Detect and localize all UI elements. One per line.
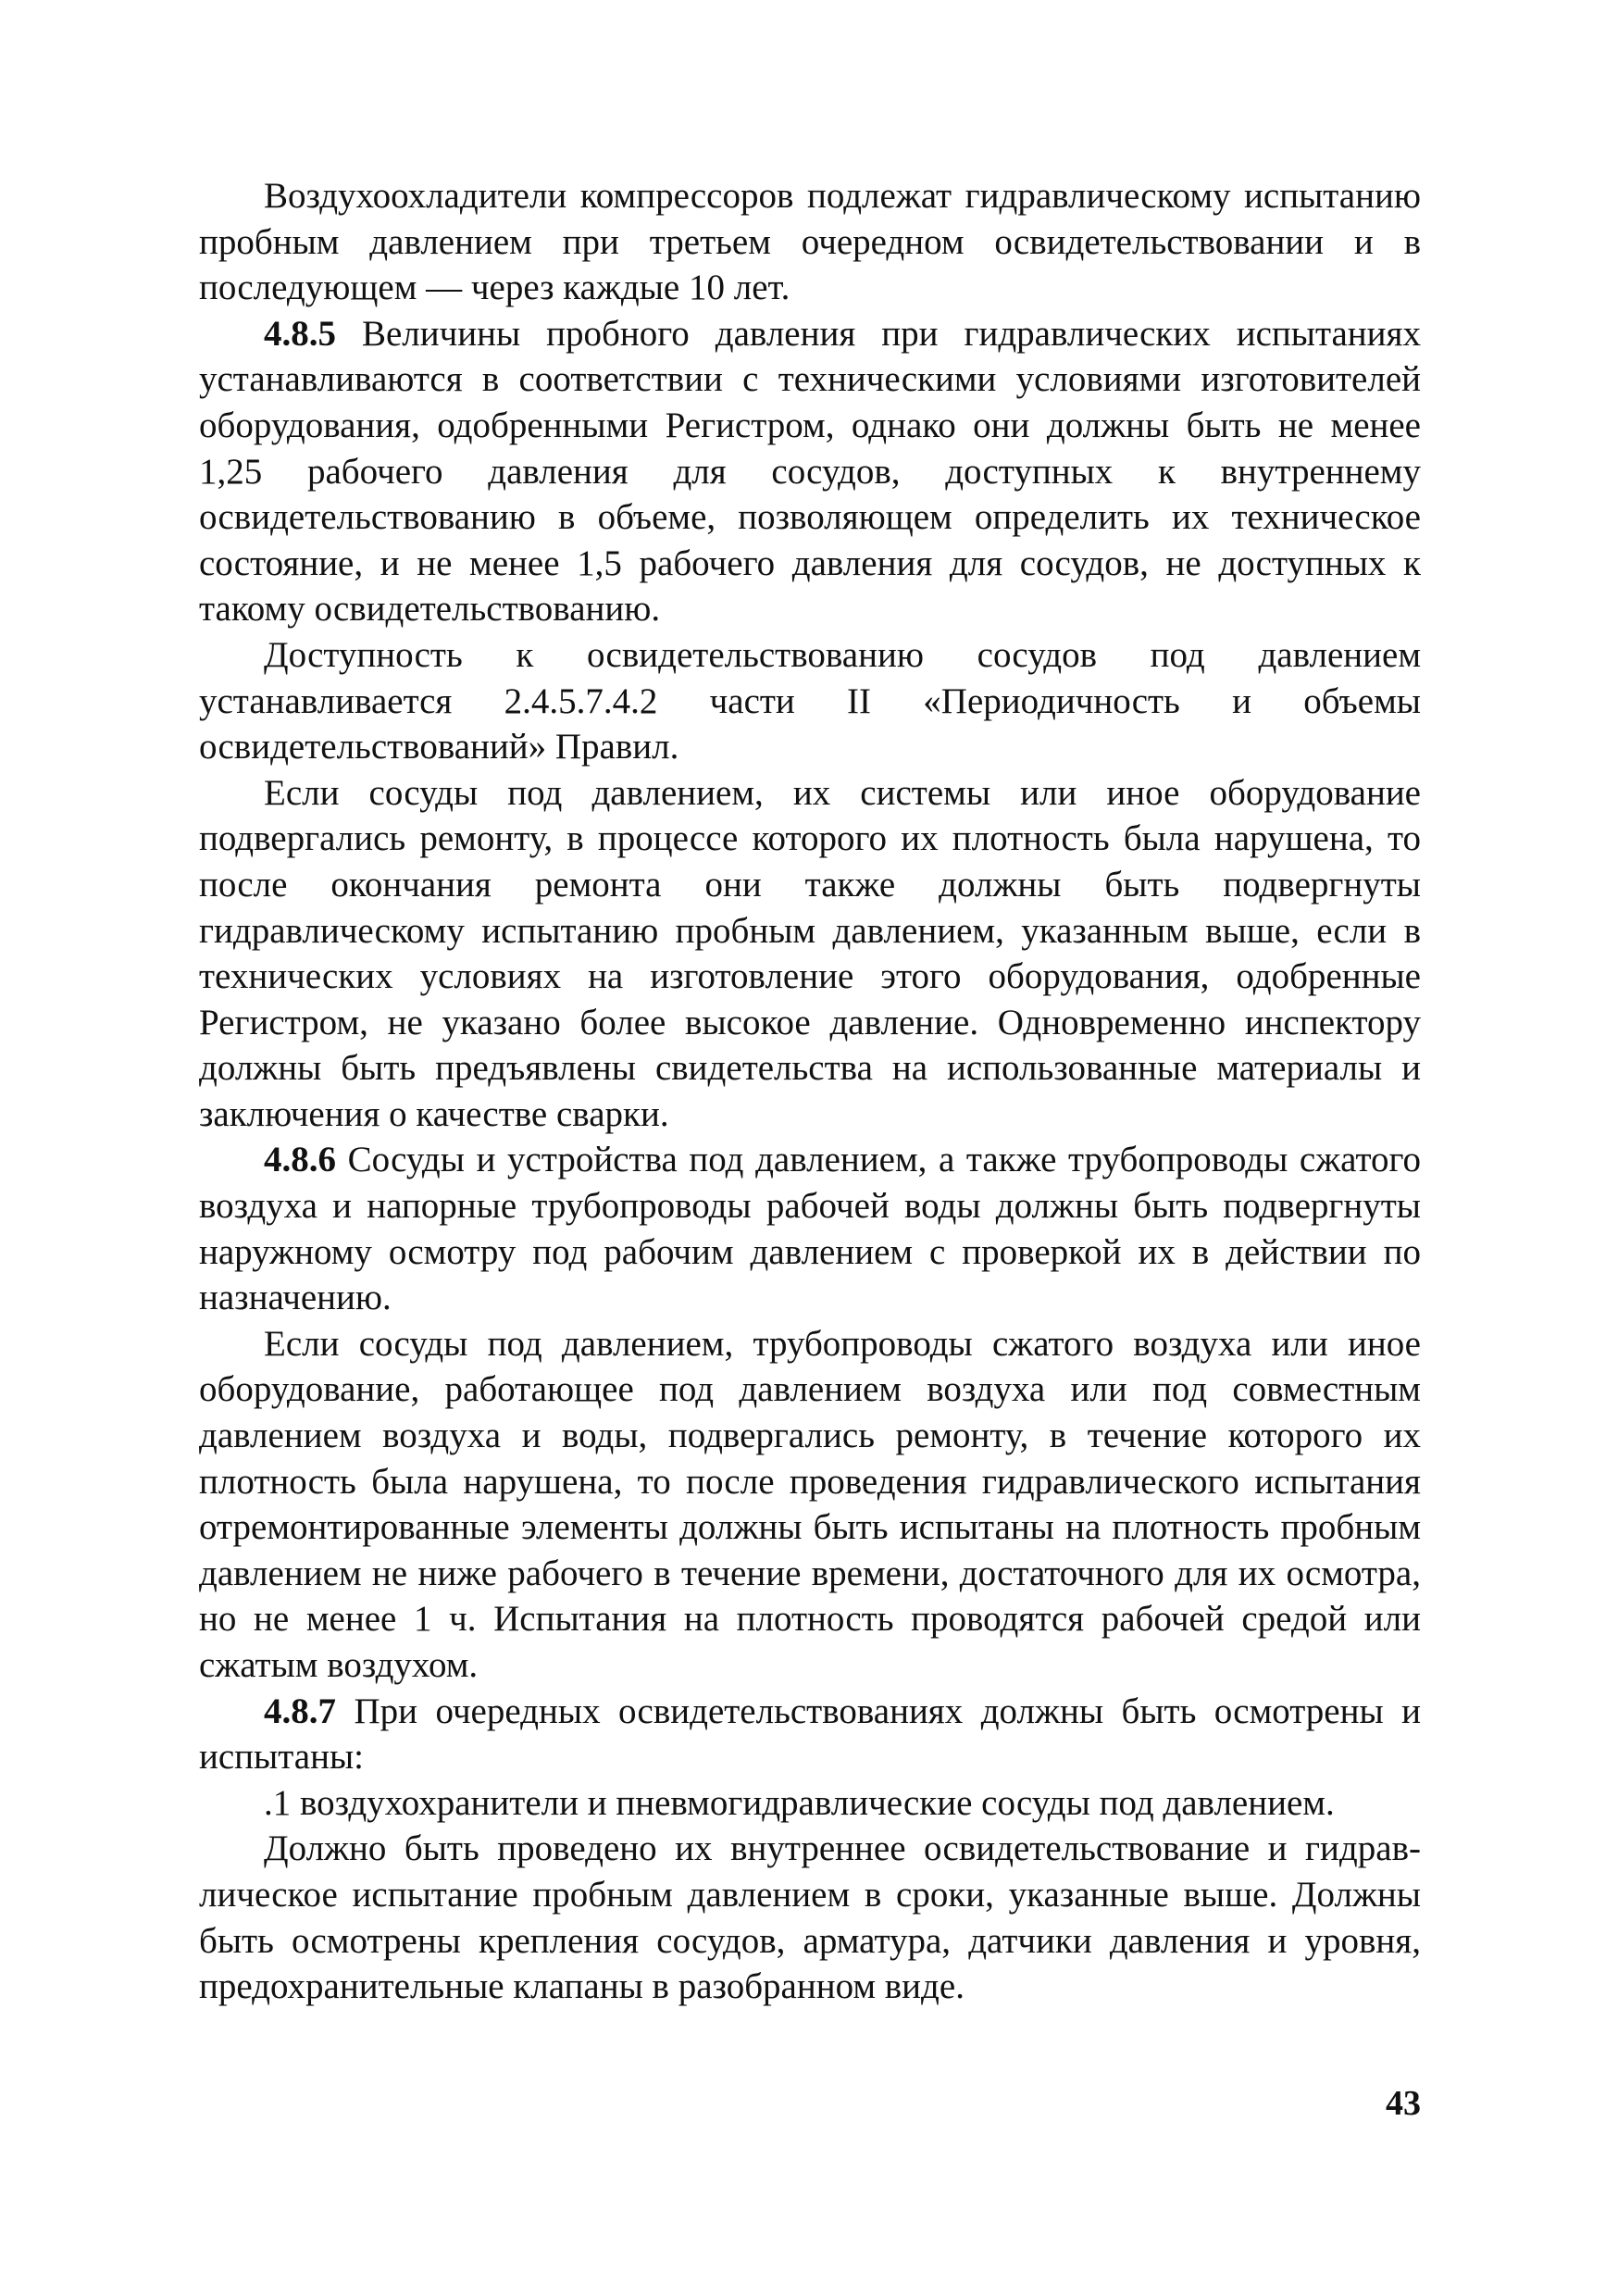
paragraph xyxy=(199,770,1421,1138)
paragraph xyxy=(199,1689,1421,1780)
paragraph xyxy=(199,1780,1421,1827)
section-number: 4.8.5 xyxy=(264,313,336,354)
paragraph xyxy=(199,311,1421,632)
paragraph xyxy=(199,173,1421,311)
body-text xyxy=(199,173,1421,2010)
paragraph-text: .1 воздухохранители и пневмогидравлические сосуды под давлением. xyxy=(264,1782,1335,1823)
paragraph xyxy=(199,632,1421,770)
paragraph-text: Воздухоохладители компрессоров подлежат гидравлическому испытанию пробным давлением при третьем очередном освидетельствовании и в последующем — через каждые 10 лет. xyxy=(199,176,1421,308)
section-number: 4.8.6 xyxy=(264,1140,336,1180)
paragraph-text: Если сосуды под давлением, их системы или иное оборудование подвергались ремонту, в процессе которого их плотность была нарушена, то после окончания ремонта они также должны быть подвергнуты гидравлическому испытанию пробным давлением, указанным выше, если в технических условиях на изготовление этого оборудования, одобренные Регистром, не указано более высокое давление. Одновременно инспектору должны быть предъявлены свидетельства на использованные материалы и заключения о качестве сварки. xyxy=(199,772,1421,1134)
paragraph xyxy=(199,1826,1421,2009)
paragraph-text: При очередных освидетельствованиях должны быть осмотрены и испытаны: xyxy=(199,1691,1421,1778)
paragraph xyxy=(199,1321,1421,1689)
paragraph-text: Должно быть проведено их внутреннее освидетельствование и гидравлическое испытание пробным давлением в сроки, указанные выше. Должны быть осмотрены крепления сосудов, арматура, датчики давления и уровня, предохранительные клапаны в разобранном виде. xyxy=(199,1828,1421,2007)
paragraph-text: Доступность к освидетельствованию сосудов под давлением устанавливается 2.4.5.7.4.2 части II «Периодичность и объемы освидетельствований» Правил. xyxy=(199,634,1421,767)
paragraph-text: Сосуды и устройства под давлением, а также трубопроводы сжатого воздуха и напорные трубопроводы рабочей воды должны быть подвергнуты наружному осмотру под рабочим давлением с проверкой их в действии по назначению. xyxy=(199,1140,1421,1318)
section-number: 4.8.7 xyxy=(264,1691,336,1731)
paragraph-text: Если сосуды под давлением, трубопроводы сжатого воздуха или иное оборудование, работающее под давлением воздуха или под совместным давлением воздуха и воды, подвергались ремонту, в течение которого их плотность была нарушена, то после проведения гидравлического испытания отремонтированные элементы должны быть испытаны на плотность пробным давлением не ниже рабочего в течение времени, достаточного для их осмотра, но не менее 1 ч. Испытания на плотность проводятся рабочей средой или сжатым воздухом. xyxy=(199,1323,1421,1685)
page-number: 43 xyxy=(1386,2084,1421,2123)
paragraph-text: Величины пробного давления при гидравлических испытаниях устанавливаются в соответствии с техническими условиями изготовителей оборудования, одобренными Регистром, однако они должны быть не менее 1,25 рабочего давления для сосудов, доступных к внутреннему освидетельствованию в объеме, позволяющем определить их техническое состояние, и не менее 1,5 рабочего давления для сосудов, не доступных к такому освидетельствованию. xyxy=(199,313,1421,630)
paragraph xyxy=(199,1137,1421,1320)
